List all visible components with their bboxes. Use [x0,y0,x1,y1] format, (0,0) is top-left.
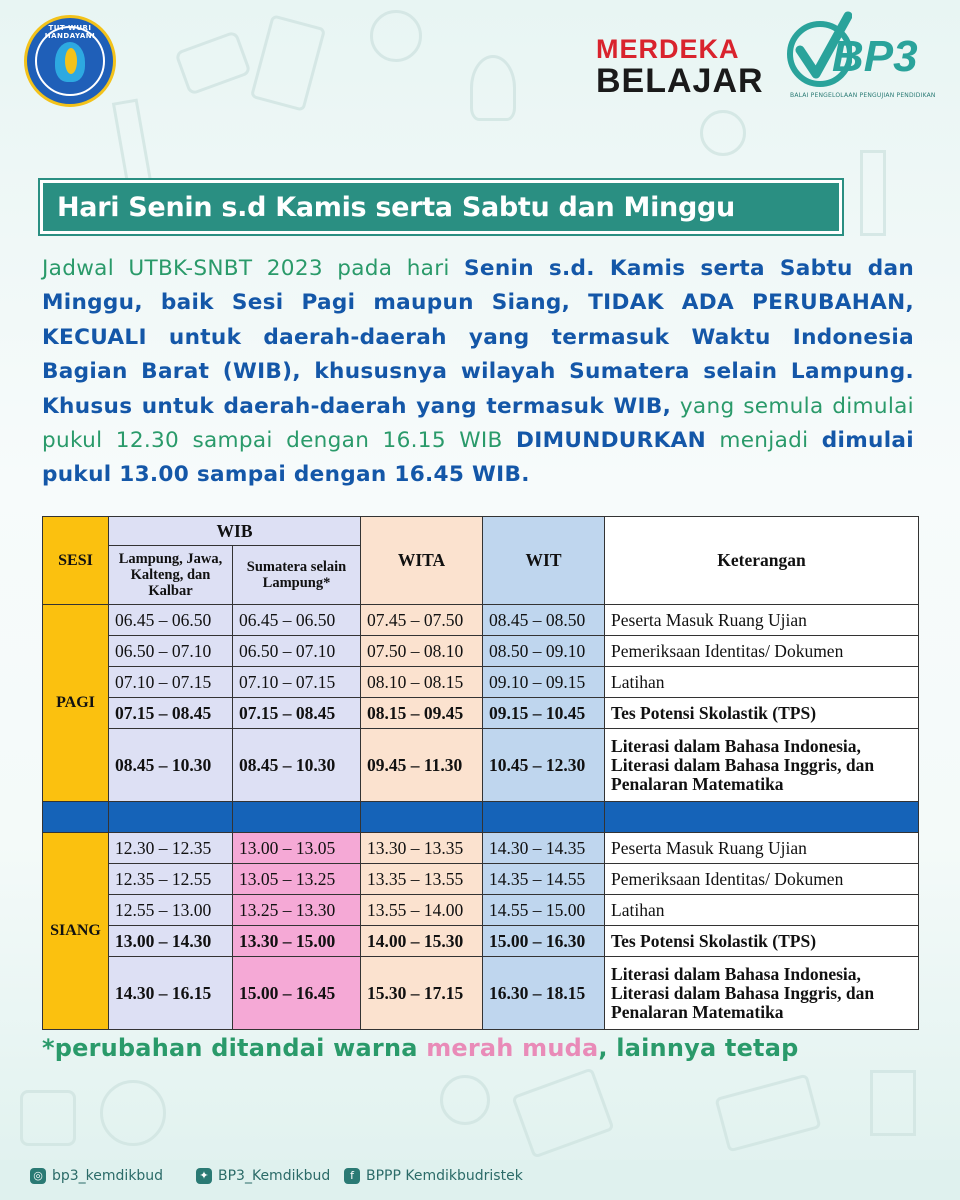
cell-wita: 08.10 – 08.15 [361,667,483,698]
cell-wita: 07.50 – 08.10 [361,636,483,667]
cell-wib-sumatera: 07.10 – 07.15 [233,667,361,698]
cell-wita: 13.30 – 13.35 [361,833,483,864]
table-row [43,636,919,667]
cell-wib-lampung-jawa: 14.30 – 16.15 [109,957,233,1030]
cell-wib-sumatera: 13.30 – 15.00 [233,926,361,957]
separator-cell [43,802,109,833]
cell-wit: 08.45 – 08.50 [483,605,605,636]
footer-social-0[interactable] [30,1168,163,1184]
separator-cell [605,802,919,833]
cell-keterangan: Latihan [605,895,919,926]
merdeka-line1: MERDEKA [596,34,740,64]
background-doodle [370,10,422,62]
merdeka-belajar-logo [596,34,764,98]
session-label-pagi: PAGI [43,605,109,802]
cell-wita: 09.45 – 11.30 [361,729,483,802]
table-row [43,729,919,802]
merdeka-line2: BELAJAR [596,62,764,100]
header-wib-sumatera: Sumatera selain Lampung* [233,546,361,605]
cell-wib-sumatera: 13.00 – 13.05 [233,833,361,864]
paragraph-text: menjadi [706,428,822,454]
twitter-icon: ✦ [196,1168,212,1184]
paragraph-emphasis: DIMUNDURKAN [516,428,706,454]
cell-keterangan: Peserta Masuk Ruang Ujian [605,605,919,636]
separator-cell [233,802,361,833]
bp3-logo [782,10,940,110]
cell-wib-lampung-jawa: 12.55 – 13.00 [109,895,233,926]
cell-wita: 07.45 – 07.50 [361,605,483,636]
background-doodle [100,1080,166,1146]
announcement-paragraph [42,252,914,493]
table-row [43,864,919,895]
tutwuri-logo-text: TUT WURI HANDAYANI [44,24,96,40]
cell-wit: 15.00 – 16.30 [483,926,605,957]
separator-cell [109,802,233,833]
bp3-wordmark: BP3 [832,32,918,81]
table-row [43,833,919,864]
note-suffix: , lainnya tetap [598,1034,799,1062]
background-doodle [20,1090,76,1146]
cell-wit: 09.15 – 10.45 [483,698,605,729]
table-row [43,926,919,957]
cell-wib-lampung-jawa: 08.45 – 10.30 [109,729,233,802]
cell-wit: 10.45 – 12.30 [483,729,605,802]
cell-wib-lampung-jawa: 13.00 – 14.30 [109,926,233,957]
cell-keterangan: Peserta Masuk Ruang Ujian [605,833,919,864]
cell-wib-sumatera: 08.45 – 10.30 [233,729,361,802]
cell-keterangan: Tes Potensi Skolastik (TPS) [605,698,919,729]
background-doodle [250,14,326,112]
header-wita: WITA [361,517,483,605]
cell-wit: 14.55 – 15.00 [483,895,605,926]
cell-wib-lampung-jawa: 12.30 – 12.35 [109,833,233,864]
paragraph-text: Jadwal UTBK-SNBT 2023 pada hari [42,256,465,281]
cell-wita: 08.15 – 09.45 [361,698,483,729]
cell-wit: 09.10 – 09.15 [483,667,605,698]
paragraph-text: yang semula dimulai pukul 12.30 sampai dengan 16.15 WIB [42,393,914,454]
footer-social-2[interactable] [344,1168,523,1184]
change-note [42,1034,799,1062]
header-keterangan: Keterangan [605,517,919,605]
session-label-siang: SIANG [43,833,109,1030]
cell-wib-lampung-jawa: 07.15 – 08.45 [109,698,233,729]
cell-wit: 14.30 – 14.35 [483,833,605,864]
header-wib: WIB [109,517,361,546]
cell-wita: 15.30 – 17.15 [361,957,483,1030]
cell-wib-sumatera: 15.00 – 16.45 [233,957,361,1030]
cell-keterangan: Pemeriksaan Identitas/ Dokumen [605,636,919,667]
footer-social-label: bp3_kemdikbud [52,1168,164,1184]
cell-wib-sumatera: 13.05 – 13.25 [233,864,361,895]
session-separator [43,802,919,833]
section-title-bar [40,180,842,234]
cell-wib-sumatera: 06.45 – 06.50 [233,605,361,636]
table-row [43,895,919,926]
cell-wib-lampung-jawa: 12.35 – 12.55 [109,864,233,895]
cell-wib-lampung-jawa: 06.45 – 06.50 [109,605,233,636]
footer-social-label: BPPP Kemdikbudristek [366,1168,523,1184]
tut-wuri-handayani-logo [24,15,116,107]
background-doodle [440,1075,490,1125]
cell-wit: 16.30 – 18.15 [483,957,605,1030]
cell-wita: 13.35 – 13.55 [361,864,483,895]
table-row [43,957,919,1030]
table-row [43,605,919,636]
paragraph-emphasis: Senin s.d. Kamis serta Sabtu dan Minggu, baik Sesi Pagi maupun Siang, TIDAK ADA PERUBAHAN, KECUALI untuk daerah-daerah yang termasuk Waktu Indonesia Bagian Barat (WIB), khususnya wilayah Sumatera selain Lampung. Khusus untuk daerah-daerah yang termasuk WIB, [42,256,915,419]
background-doodle [700,110,746,156]
cell-wib-sumatera: 07.15 – 08.45 [233,698,361,729]
cell-wib-sumatera: 13.25 – 13.30 [233,895,361,926]
background-doodle [511,1067,614,1158]
background-doodle [870,1070,916,1136]
cell-wib-sumatera: 06.50 – 07.10 [233,636,361,667]
cell-wit: 08.50 – 09.10 [483,636,605,667]
paragraph-emphasis: dimulai pukul 13.00 sampai dengan 16.45 WIB. [42,428,914,488]
cell-keterangan: Tes Potensi Skolastik (TPS) [605,926,919,957]
cell-wita: 14.00 – 15.30 [361,926,483,957]
cell-wita: 13.55 – 14.00 [361,895,483,926]
header-wib-lampung-jawa: Lampung, Jawa, Kalteng, dan Kalbar [109,546,233,605]
note-pink-text: merah muda [426,1034,599,1062]
background-doodle [860,150,886,236]
header-wit: WIT [483,517,605,605]
cell-keterangan: Literasi dalam Bahasa Indonesia, Literasi dalam Bahasa Inggris, dan Penalaran Matematika [605,957,919,1030]
separator-cell [361,802,483,833]
background-doodle [714,1074,821,1153]
schedule-table [42,516,919,1030]
footer-social-label: BP3_Kemdikbud [218,1168,331,1184]
note-prefix: *perubahan ditandai warna [42,1034,427,1062]
cell-keterangan: Pemeriksaan Identitas/ Dokumen [605,864,919,895]
background-doodle [174,30,252,96]
instagram-icon: ◎ [30,1168,46,1184]
cell-wib-lampung-jawa: 06.50 – 07.10 [109,636,233,667]
footer-social-1[interactable] [196,1168,330,1184]
cell-keterangan: Latihan [605,667,919,698]
cell-keterangan: Literasi dalam Bahasa Indonesia, Literasi dalam Bahasa Inggris, dan Penalaran Matematika [605,729,919,802]
separator-cell [483,802,605,833]
table-row [43,667,919,698]
background-doodle [470,55,516,121]
facebook-icon: f [344,1168,360,1184]
bp3-subtitle: BALAI PENGELOLAAN PENGUJIAN PENDIDIKAN [790,92,936,99]
section-title: Hari Senin s.d Kamis serta Sabtu dan Minggu [57,192,735,223]
cell-wit: 14.35 – 14.55 [483,864,605,895]
cell-wib-lampung-jawa: 07.10 – 07.15 [109,667,233,698]
header-sesi: SESI [43,517,109,605]
table-row [43,698,919,729]
